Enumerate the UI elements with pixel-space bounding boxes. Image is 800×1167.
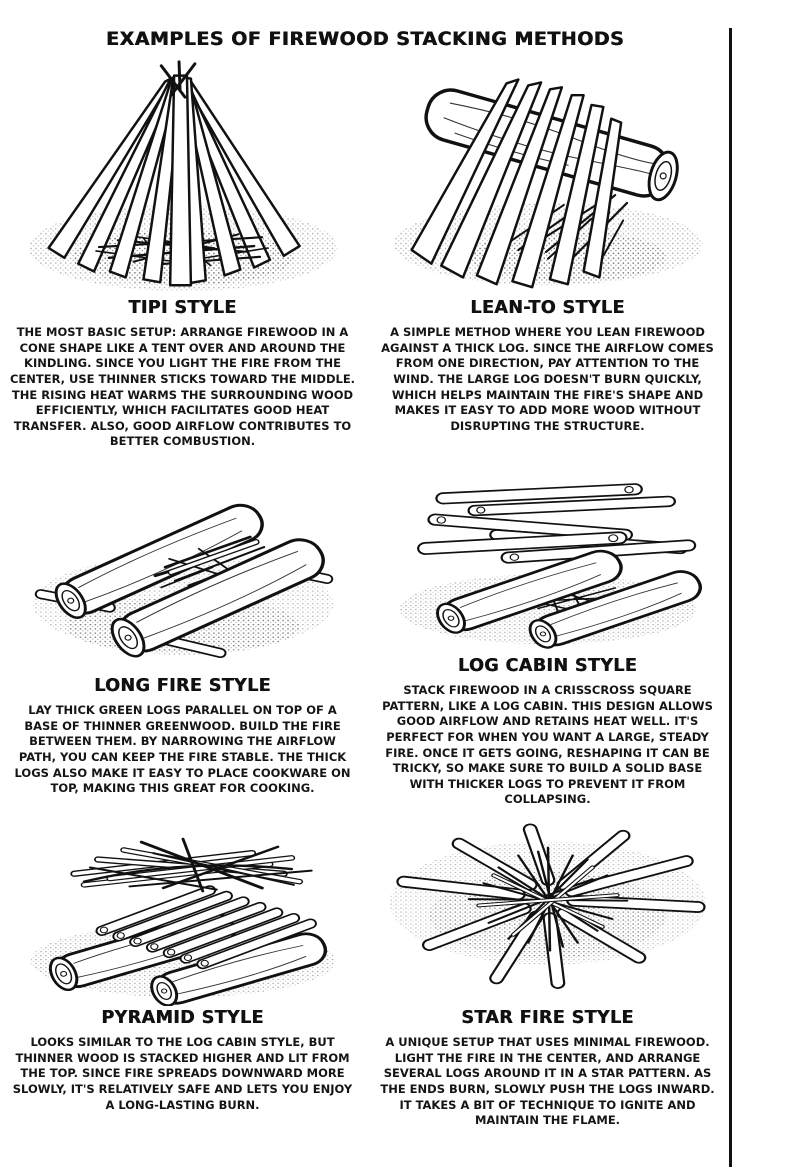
section-lean-to	[365, 52, 730, 464]
section-log-cabin	[365, 464, 730, 808]
section-pyramid	[0, 808, 365, 1129]
style-description-star-fire: A UNIQUE SETUP THAT USES MINIMAL FIREWOOD. LIGHT THE FIRE IN THE CENTER, AND ARRANGE SEVERAL LOGS AROUND IT IN A STAR PATTERN. AS THE ENDS BURN, SLOWLY PUSH THE LOGS INWARD. IT TAKES A BIT OF TECHNIQUE TO IGNITE AND MAINTAIN THE FLAME.	[380, 1035, 715, 1128]
style-description-tipi: THE MOST BASIC SETUP: ARRANGE FIREWOOD IN A CONE SHAPE LIKE A TENT OVER AND AROUND THE KINDLING. SINCE YOU LIGHT THE FIRE FROM THE CENTER, USE THINNER STICKS TOWARD THE MIDDLE. THE RISING HEAT WARMS THE SURROUNDING WOOD EFFICIENTLY, WHICH FACILITATES GOOD HEAT TRANSFER. ALSO, GOOD AIRFLOW CONTRIBUTES TO BETTER COMBUSTION.	[9, 325, 356, 449]
log-cabin-stack-illustration	[380, 468, 716, 654]
style-title-log-cabin: LOG CABIN STYLE	[457, 656, 638, 676]
panel-border	[729, 28, 732, 1167]
style-description-log-cabin: STACK FIREWOOD IN A CRISSCROSS SQUARE PATTERN, LIKE A LOG CABIN. THIS DESIGN ALLOWS GOOD AIRFLOW AND RETAINS HEAT WELL. IT'S PERFECT FOR WHEN YOU WANT A LARGE, STEADY FIRE. ONCE IT GETS GOING, RESHAPING IT CAN BE TRICKY, SO MAKE SURE TO BUILD A SOLID BASE WITH THICKER LOGS TO PREVENT IT FROM COLLAPSING.	[382, 683, 713, 807]
star-fire-stack-illustration	[380, 812, 716, 1006]
style-description-pyramid: LOOKS SIMILAR TO THE LOG CABIN STYLE, BUT THINNER WOOD IS STACKED HIGHER AND LIT FROM THE TOP. SINCE FIRE SPREADS DOWNWARD MORE SLOWLY, IT'S RELATIVELY SAFE AND LETS YOU ENJOY A LONG-LASTING BURN.	[12, 1035, 353, 1112]
pyramid-stack-illustration	[15, 812, 351, 1006]
style-title-star-fire: STAR FIRE STYLE	[461, 1008, 634, 1028]
section-long-fire	[0, 464, 365, 808]
style-title-lean-to: LEAN-TO STYLE	[470, 298, 625, 318]
style-title-long-fire: LONG FIRE STYLE	[94, 676, 271, 696]
manga-page	[0, 28, 730, 1129]
style-description-long-fire: LAY THICK GREEN LOGS PARALLEL ON TOP OF A BASE OF THINNER GREENWOOD. BUILD THE FIRE BETWEEN THEM. BY NARROWING THE AIRFLOW PATH, YOU CAN KEEP THE FIRE STABLE. THE THICK LOGS ALSO MAKE IT EASY TO PLACE COOKWARE ON TOP, MAKING THIS GREAT FOR COOKING.	[14, 703, 351, 796]
style-title-tipi: TIPI STYLE	[128, 298, 237, 318]
page-title: EXAMPLES OF FIREWOOD STACKING METHODS	[105, 28, 625, 50]
long-fire-stack-illustration	[15, 468, 351, 674]
style-description-lean-to: A SIMPLE METHOD WHERE YOU LEAN FIREWOOD AGAINST A THICK LOG. SINCE THE AIRFLOW COMES FROM ONE DIRECTION, PAY ATTENTION TO THE WIND. THE LARGE LOG DOESN'T BURN QUICKLY, WHICH HELPS MAINTAIN THE FIRE'S SHAPE AND MAKES IT EASY TO ADD MORE WOOD WITHOUT DISRUPTING THE STRUCTURE.	[381, 325, 714, 433]
section-star-fire	[365, 808, 730, 1129]
lean-to-stack-illustration	[380, 56, 716, 296]
style-title-pyramid: PYRAMID STYLE	[101, 1008, 264, 1028]
stacking-methods-grid	[0, 52, 730, 1129]
tipi-stack-illustration	[15, 56, 351, 296]
section-tipi	[0, 52, 365, 464]
